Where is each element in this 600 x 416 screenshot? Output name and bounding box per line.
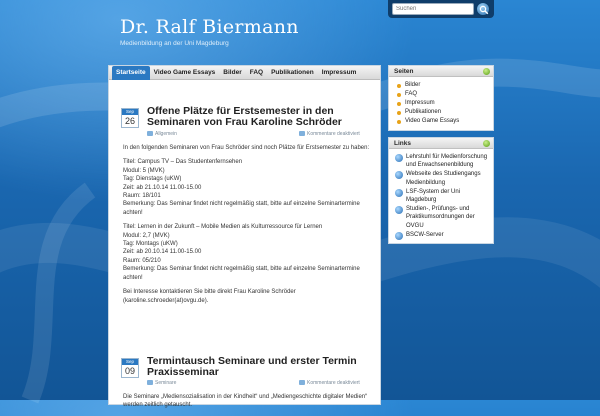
post-date-day: 09 <box>124 366 135 376</box>
post-line: Zeit: ab 20.10.14 11.00-15.00 <box>123 249 202 256</box>
sidebar-pages-title <box>389 66 493 77</box>
site-description: Medienbildung an der Uni Magdeburg <box>120 40 229 47</box>
post-comments-label: Kommentare deaktiviert <box>307 380 360 386</box>
sidebar-item-video-game-essays[interactable]: Video Game Essays <box>397 117 489 126</box>
sidebar-links <box>388 137 494 244</box>
post-line: Die Seminare „Mediensozialisation in der Kindheit“ und „Mediengeschichte digitaler Medien“ werden zeitlich getauscht. <box>123 394 368 409</box>
post-paragraph <box>123 288 375 305</box>
post-body <box>123 393 375 416</box>
post-line: Titel: Campus TV – Das Studentenfernsehen <box>123 159 243 166</box>
post-comments <box>299 131 360 137</box>
globe-icon <box>395 206 403 214</box>
post-line: Modul: 5 (MVK) <box>123 167 165 174</box>
globe-icon <box>395 232 403 240</box>
link-label: Studien-, Prüfungs- und Praktikumsordnungen der OVGU <box>406 206 475 229</box>
post-title[interactable]: Termintausch Seminare und erster Termin Praxisseminar <box>147 355 357 378</box>
post-line: Bemerkung: Das Seminar findet nicht regelmäßig statt, bitte auf einzelne Seminartermine achten! <box>123 201 360 216</box>
post-paragraph <box>123 158 375 217</box>
post-paragraph <box>123 144 375 152</box>
comment-icon <box>299 131 305 136</box>
post-date <box>121 108 139 128</box>
post-title[interactable]: Offene Plätze für Erstsemester in den Seminaren von Frau Karoline Schröder <box>147 105 342 128</box>
folder-icon <box>147 380 153 385</box>
post-line: Raum: 05/210 <box>123 257 161 264</box>
post-category[interactable] <box>147 131 177 137</box>
post-body <box>123 144 375 311</box>
post-comments-label: Kommentare deaktiviert <box>307 131 360 137</box>
sidebar-pages-heading: Seiten <box>394 68 414 75</box>
post-paragraph <box>123 223 375 282</box>
sidebar-item-bilder[interactable]: Bilder <box>397 81 489 90</box>
post-line: Raum: 18/101 <box>123 193 161 200</box>
post-date-month: Sep <box>122 359 138 365</box>
post-line: Bemerkung: Das Seminar findet nicht regelmäßig statt, bitte auf einzelne Seminartermine achten! <box>123 266 360 281</box>
post-line: Bei Interesse kontaktieren Sie bitte direkt Frau Karoline Schröder (karoline.schroeder(at)ovgu.de). <box>123 289 296 304</box>
link-label: BSCW-Server <box>406 231 444 238</box>
link-item[interactable] <box>395 153 490 169</box>
collapse-toggle-icon[interactable] <box>483 140 490 147</box>
globe-icon <box>395 154 403 162</box>
sidebar-links-title <box>389 138 493 149</box>
post-category[interactable] <box>147 380 176 386</box>
post-category-label: Allgemein <box>155 131 177 137</box>
site-title[interactable]: Dr. Ralf Biermann <box>120 16 299 38</box>
sidebar-pages <box>388 65 494 131</box>
main-nav <box>109 66 380 80</box>
globe-icon <box>395 189 403 197</box>
links-list <box>389 149 493 243</box>
collapse-toggle-icon[interactable] <box>483 68 490 75</box>
link-label: Webseite des Studiengangs Medienbildung <box>406 171 481 186</box>
post-line: Tag: Dienstags (uKW) <box>123 176 182 183</box>
main-content <box>108 65 381 409</box>
nav-item-bilder[interactable]: Bilder <box>223 68 242 76</box>
nav-item-startseite[interactable]: Startseite <box>112 66 150 80</box>
sidebar-item-publikationen[interactable]: Publikationen <box>397 108 489 117</box>
comment-icon <box>299 380 305 385</box>
post-comments <box>299 380 360 386</box>
link-item[interactable] <box>395 205 490 230</box>
link-label: LSF-System der Uni Magdeburg <box>406 188 461 204</box>
post-paragraph <box>123 393 375 410</box>
nav-item-faq[interactable]: FAQ <box>249 68 264 76</box>
post-date-month: Sep <box>122 109 138 115</box>
folder-icon <box>147 131 153 136</box>
post-line: Modul: 2,7 (MVK) <box>123 232 170 239</box>
pages-list <box>389 77 493 130</box>
post-line: Zeit: ab 21.10.14 11.00-15.00 <box>123 184 202 191</box>
sidebar-item-impressum[interactable]: Impressum <box>397 99 489 108</box>
globe-icon <box>395 171 403 179</box>
search-icon <box>479 5 489 15</box>
post-line: Titel: Lernen in der Zukunft – Mobile Medien als Kulturressource für Lernen <box>123 224 323 231</box>
post-category-label: Seminare <box>155 380 177 386</box>
nav-item-publikationen[interactable]: Publikationen <box>271 68 314 76</box>
post-date <box>121 358 139 378</box>
search-button[interactable] <box>476 2 490 16</box>
link-item[interactable] <box>395 188 490 204</box>
nav-item-impressum[interactable]: Impressum <box>321 68 357 76</box>
post-line: Tag: Montags (uKW) <box>123 241 178 248</box>
sidebar-item-faq[interactable]: FAQ <box>397 90 489 99</box>
sidebar-links-heading: Links <box>394 140 411 147</box>
post-line: In den folgenden Seminaren von Frau Schröder sind noch Plätze für Erstsemester zu haben: <box>123 145 370 151</box>
link-item[interactable] <box>395 170 490 186</box>
link-label: Lehrstuhl für Medienforschung und Erwachsenenbildung <box>406 154 488 169</box>
link-item[interactable] <box>395 231 490 239</box>
nav-item-video-game-essays[interactable]: Video Game Essays <box>153 68 216 76</box>
search-input[interactable] <box>392 3 474 15</box>
post-date-day: 26 <box>124 116 135 126</box>
